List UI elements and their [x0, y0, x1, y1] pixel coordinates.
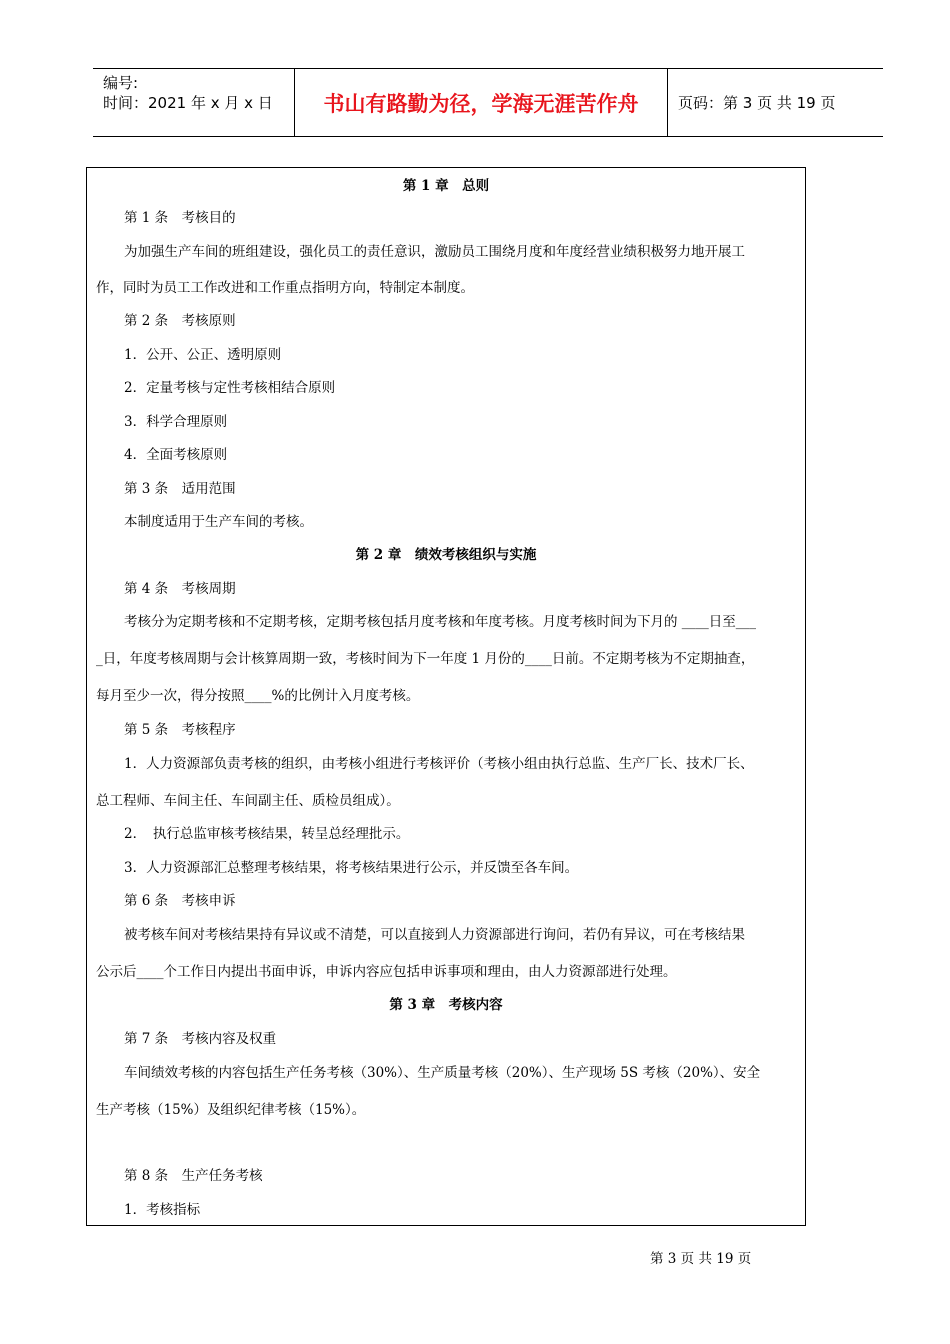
- article-2-heading: 第 2 条 考核原则: [124, 313, 236, 329]
- list-item: 4．全面考核原则: [124, 447, 228, 463]
- paragraph-line: 为加强生产车间的班组建设，强化员工的责任意识，激励员工围绕月度和年度经营业绩积极努力地开展工: [124, 244, 745, 260]
- list-item: 1．公开、公正、透明原则: [124, 347, 282, 363]
- list-item: 2． 执行总监审核考核结果，转呈总经理批示。: [124, 826, 410, 842]
- list-item: 2．定量考核与定性考核相结合原则: [124, 380, 336, 396]
- list-item: 1．考核指标: [124, 1202, 201, 1218]
- paragraph-line: 生产考核（15%）及组织纪律考核（15%）。: [96, 1102, 366, 1118]
- chapter-3-heading: 第 3 章 考核内容: [389, 997, 503, 1013]
- document-body: [86, 167, 806, 1226]
- paragraph-line: 考核分为定期考核和不定期考核，定期考核包括月度考核和年度考核。月度考核时间为下月的 ____日至___: [124, 614, 757, 630]
- paragraph-line: 作，同时为员工工作改进和工作重点指明方向，特制定本制度。: [96, 280, 474, 296]
- chapter-1-heading: 第 1 章 总则: [402, 178, 490, 194]
- page-header: [93, 68, 883, 137]
- article-1-heading: 第 1 条 考核目的: [124, 210, 236, 226]
- header-motto-cell: [294, 69, 668, 136]
- list-item: 3．人力资源部汇总整理考核结果，将考核结果进行公示，并反馈至各车间。: [124, 860, 579, 876]
- chapter-2-heading: 第 2 章 绩效考核组织与实施: [355, 547, 537, 563]
- paragraph-line: 总工程师、车间主任、车间副主任、质检员组成）。: [96, 793, 400, 809]
- header-page-code: 页码：第 3 页 共 19 页: [678, 94, 836, 112]
- paragraph-line: 每月至少一次，得分按照____%的比例计入月度考核。: [96, 688, 420, 704]
- paragraph-line: 被考核车间对考核结果持有异议或不清楚，可以直接到人力资源部进行询问，若仍有异议，可在考核结果: [124, 927, 745, 943]
- article-3-heading: 第 3 条 适用范围: [124, 481, 236, 497]
- article-7-heading: 第 7 条 考核内容及权重: [124, 1031, 277, 1047]
- document-time-label: 时间：2021 年 x 月 x 日: [103, 94, 273, 112]
- header-motto: 书山有路勤为径，学海无涯苦作舟: [323, 91, 639, 116]
- article-5-heading: 第 5 条 考核程序: [124, 722, 236, 738]
- article-6-heading: 第 6 条 考核申诉: [124, 893, 236, 909]
- article-8-heading: 第 8 条 生产任务考核: [124, 1168, 263, 1184]
- paragraph-line: 车间绩效考核的内容包括生产任务考核（30%）、生产质量考核（20%）、生产现场 5S 考核（20%）、安全: [124, 1065, 761, 1081]
- article-4-heading: 第 4 条 考核周期: [124, 581, 236, 597]
- paragraph-line: 公示后____个工作日内提出书面申诉，申诉内容应包括申诉事项和理由，由人力资源部进行处理。: [96, 964, 677, 980]
- page-footer: 第 3 页 共 19 页: [650, 1251, 752, 1267]
- paragraph-line: 本制度适用于生产车间的考核。: [124, 514, 313, 530]
- paragraph-line: _日，年度考核周期与会计核算周期一致，考核时间为下一年度 1 月份的____日前。不定期考核为不定期抽查，: [96, 651, 755, 667]
- list-item: 3．科学合理原则: [124, 414, 228, 430]
- header-meta-cell: [93, 69, 294, 136]
- header-page-cell: [668, 69, 883, 136]
- document-number-label: 编号:: [103, 74, 139, 92]
- list-item: 1．人力资源部负责考核的组织，由考核小组进行考核评价（考核小组由执行总监、生产厂长、技术厂长、: [124, 756, 754, 772]
